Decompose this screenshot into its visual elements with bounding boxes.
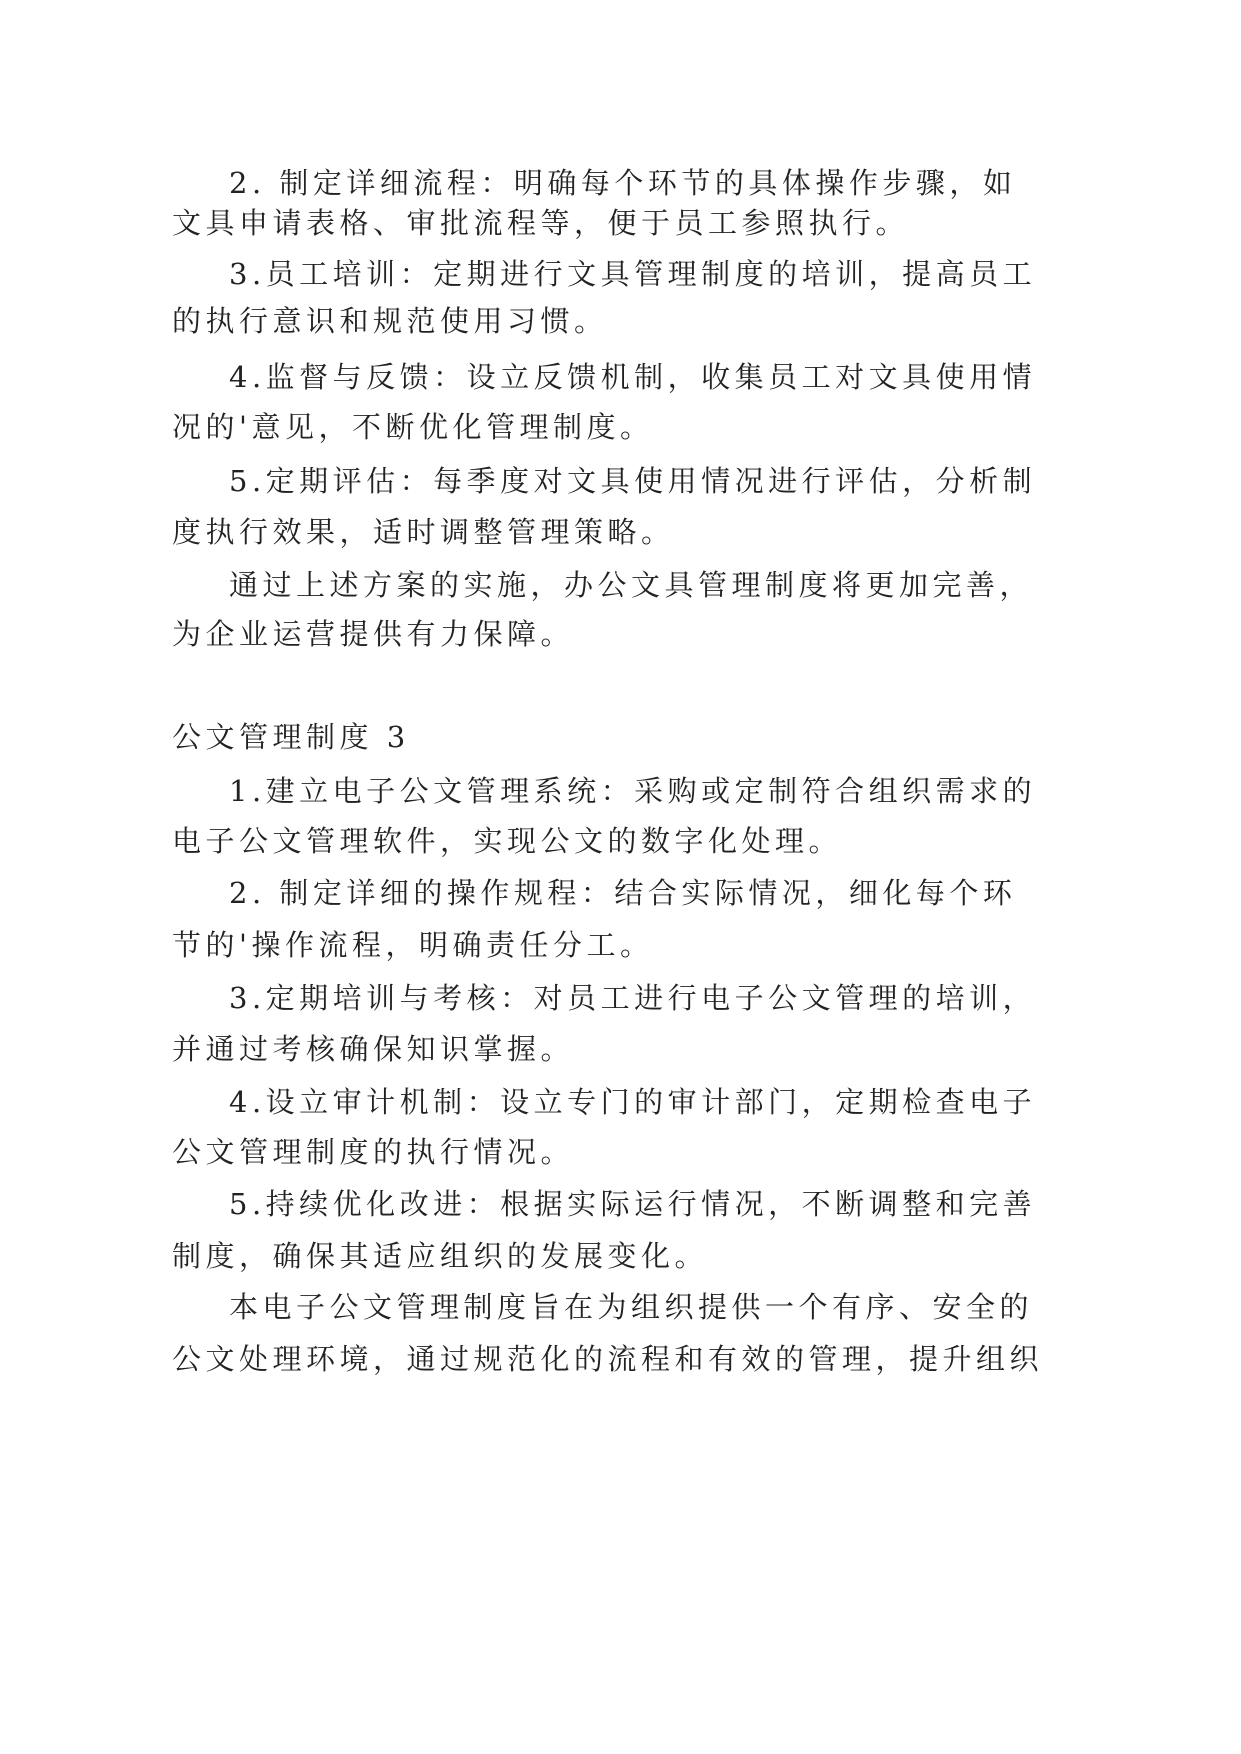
text-line: 本电子公文管理制度旨在为组织提供一个有序、安全的	[229, 1290, 1034, 1324]
text-line: 2. 制定详细流程：明确每个环节的具体操作步骤，如	[229, 166, 1017, 200]
text-line: 公文处理环境，通过规范化的流程和有效的管理，提升组织	[172, 1342, 1044, 1376]
text-line: 制度，确保其适应组织的发展变化。	[172, 1239, 709, 1273]
text-line: 通过上述方案的实施，办公文具管理制度将更加完善，	[229, 568, 1034, 602]
text-line: 电子公文管理软件，实现公文的数字化处理。	[172, 824, 843, 858]
text-line: 4.设立审计机制：设立专门的审计部门，定期检查电子	[229, 1085, 1037, 1119]
text-line: 5.持续优化改进：根据实际运行情况，不断调整和完善	[229, 1187, 1037, 1221]
text-line: 为企业运营提供有力保障。	[172, 617, 575, 651]
text-line: 3.员工培训：定期进行文具管理制度的培训，提高员工	[229, 257, 1037, 291]
text-line: 节的'操作流程，明确责任分工。	[172, 928, 654, 962]
text-line: 公文管理制度的执行情况。	[172, 1135, 575, 1169]
text-line: 度执行效果，适时调整管理策略。	[172, 515, 675, 549]
text-line: 况的'意见，不断优化管理制度。	[172, 410, 654, 444]
text-line: 3.定期培训与考核：对员工进行电子公文管理的培训，	[229, 981, 1037, 1015]
text-line: 文具申请表格、审批流程等，便于员工参照执行。	[172, 206, 910, 240]
text-line: 并通过考核确保知识掌握。	[172, 1032, 575, 1066]
text-line: 的执行意识和规范使用习惯。	[172, 304, 608, 338]
section-heading: 公文管理制度 3	[172, 720, 410, 754]
text-line: 1.建立电子公文管理系统：采购或定制符合组织需求的	[229, 774, 1037, 808]
text-line: 4.监督与反馈：设立反馈机制，收集员工对文具使用情	[229, 360, 1037, 394]
text-line: 5.定期评估：每季度对文具使用情况进行评估，分析制	[229, 464, 1037, 498]
text-line: 2. 制定详细的操作规程：结合实际情况，细化每个环	[229, 876, 1017, 910]
